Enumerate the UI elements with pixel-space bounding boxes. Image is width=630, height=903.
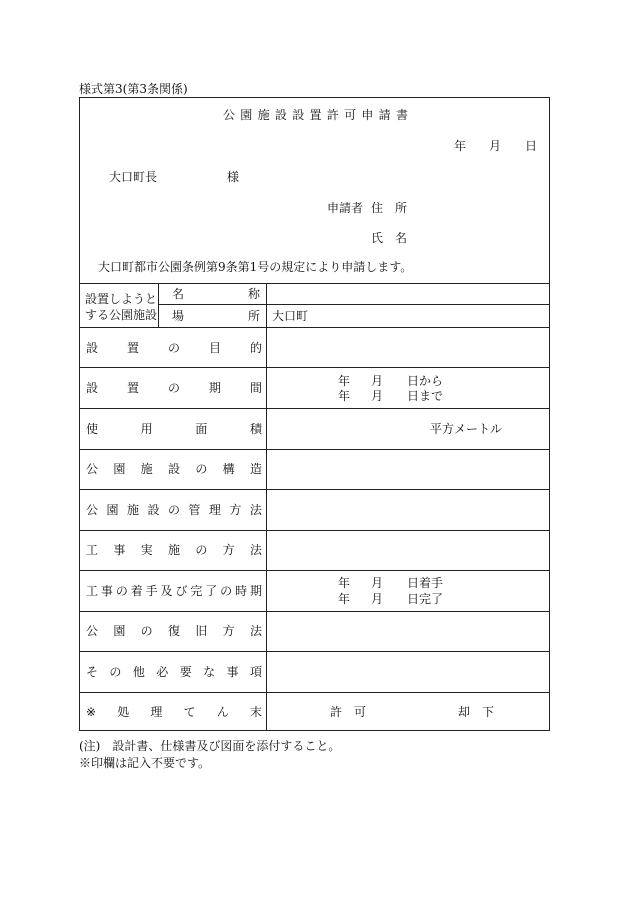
label-char: 方: [222, 624, 235, 638]
label-char: 設: [86, 381, 99, 395]
label-char: び: [175, 584, 188, 598]
label-char: 公: [223, 108, 236, 122]
label-char: の: [167, 381, 180, 395]
label-char: 手: [145, 584, 158, 598]
label-char: 法: [249, 503, 262, 517]
label-char: 園: [106, 503, 119, 517]
label-char: 置: [126, 341, 139, 355]
label-char: の: [220, 584, 233, 598]
label-char: 園: [240, 108, 253, 122]
label-char: 理: [150, 705, 163, 719]
label-char: 称: [247, 287, 260, 301]
period-from-month: 月: [371, 374, 384, 388]
label-char: 完: [190, 584, 203, 598]
row-label-purpose: [86, 341, 262, 355]
label-char: の: [115, 584, 128, 598]
label-char: 時: [235, 584, 248, 598]
label-char: 的: [249, 341, 262, 355]
form-title: [223, 108, 408, 122]
label-char: 造: [249, 462, 262, 476]
row-label-timing: [86, 584, 262, 598]
row-label-management: [86, 503, 262, 517]
note-attachments: (注) 設計書、仕様書及び図面を添付すること。: [79, 739, 341, 753]
label-char: 用: [140, 422, 153, 436]
label-char: て: [183, 705, 196, 719]
label-char: 理: [208, 503, 221, 517]
start-month: 月: [371, 576, 384, 590]
label-char: 期: [208, 381, 221, 395]
facility-label-line1: 設置しようと: [85, 292, 158, 306]
form-caption: 様式第3(第3条関係): [79, 82, 188, 96]
label-char: の: [195, 462, 208, 476]
applicant-name: 氏 名: [371, 231, 408, 245]
application-form: [79, 97, 550, 731]
label-char: 項: [249, 665, 262, 679]
label-char: 設: [86, 341, 99, 355]
label-char: 設: [147, 503, 160, 517]
area-unit: 平方メートル: [430, 422, 503, 436]
label-char: 公: [86, 503, 99, 517]
label-char: 要: [179, 665, 192, 679]
label-char: 工: [86, 543, 99, 557]
period-from-suffix: 日から: [407, 374, 444, 388]
label-char: 設: [292, 108, 305, 122]
label-char: 着: [130, 584, 143, 598]
label-char: 公: [86, 624, 99, 638]
label-char: 申: [361, 108, 374, 122]
place-value: 大口町: [272, 309, 309, 323]
label-char: 面: [195, 422, 208, 436]
label-char: ん: [216, 705, 229, 719]
addressee-honorific: 様: [227, 170, 240, 184]
label-char: な: [203, 665, 216, 679]
label-char: 間: [249, 381, 262, 395]
application-statement: 大口町都市公園条例第9条第1号の規定により申請します。: [98, 260, 413, 274]
label-char: ※: [86, 705, 97, 719]
label-char: 他: [132, 665, 145, 679]
row-label-processing: [86, 705, 262, 719]
label-char: 可: [344, 108, 357, 122]
label-char: 法: [249, 543, 262, 557]
date-year: 年: [454, 139, 467, 153]
label-char: 施: [140, 462, 153, 476]
end-suffix: 日完了: [407, 592, 444, 606]
label-char: 公: [86, 462, 99, 476]
start-year: 年: [338, 576, 351, 590]
note-stamp: ※印欄は記入不要です。: [79, 756, 211, 770]
label-char: 法: [249, 624, 262, 638]
period-from-year: 年: [338, 374, 351, 388]
row-label-structure: [86, 462, 262, 476]
row-label-period: [86, 381, 262, 395]
date-day: 日: [525, 139, 538, 153]
label-char: 方: [222, 543, 235, 557]
label-char: 処: [117, 705, 130, 719]
label-char: 構: [222, 462, 235, 476]
label-char: 使: [86, 422, 99, 436]
label-char: 復: [167, 624, 180, 638]
label-char: の: [140, 624, 153, 638]
applicant-label: 申請者: [327, 201, 364, 215]
label-char: 施: [257, 108, 270, 122]
label-char: の: [167, 503, 180, 517]
label-char: 所: [247, 309, 260, 323]
label-char: 設: [167, 462, 180, 476]
label-char: 名: [172, 287, 185, 301]
label-char: の: [167, 341, 180, 355]
label-char: 事: [226, 665, 239, 679]
end-year: 年: [338, 592, 351, 606]
label-char: 請: [378, 108, 391, 122]
label-char: そ: [86, 665, 99, 679]
label-char: 目: [208, 341, 221, 355]
label-char: 事: [100, 584, 113, 598]
label-char: 了: [205, 584, 218, 598]
place-label: [172, 309, 260, 323]
label-char: 置: [309, 108, 322, 122]
row-label-method: [86, 543, 262, 557]
label-char: 施: [126, 503, 139, 517]
start-suffix: 日着手: [407, 576, 444, 590]
period-to-suffix: 日まで: [407, 389, 444, 403]
label-char: 管: [188, 503, 201, 517]
label-char: 園: [113, 462, 126, 476]
end-month: 月: [371, 592, 384, 606]
label-char: の: [195, 543, 208, 557]
permit-label: 許 可: [330, 705, 367, 719]
applicant-address: 住 所: [371, 201, 408, 215]
addressee-name: 大口町長: [109, 170, 158, 184]
label-char: の: [109, 665, 122, 679]
label-char: 旧: [195, 624, 208, 638]
facility-label-line2: する公園施設: [85, 308, 158, 322]
label-char: 置: [126, 381, 139, 395]
label-char: 積: [249, 422, 262, 436]
row-label-other: [86, 665, 262, 679]
label-char: 事: [113, 543, 126, 557]
period-to-year: 年: [338, 389, 351, 403]
label-char: 園: [113, 624, 126, 638]
label-char: 末: [249, 705, 262, 719]
label-char: 施: [167, 543, 180, 557]
label-char: 及: [160, 584, 173, 598]
reject-label: 却 下: [458, 705, 495, 719]
label-char: 設: [274, 108, 287, 122]
label-char: 場: [172, 309, 185, 323]
period-to-month: 月: [371, 389, 384, 403]
label-char: 書: [395, 108, 408, 122]
label-char: 必: [156, 665, 169, 679]
label-char: 方: [229, 503, 242, 517]
date-month: 月: [489, 139, 502, 153]
label-char: 実: [140, 543, 153, 557]
name-label: [172, 287, 260, 301]
label-char: 期: [249, 584, 262, 598]
label-char: 許: [326, 108, 339, 122]
label-char: 工: [86, 584, 99, 598]
row-label-restoration: [86, 624, 262, 638]
row-label-area: [86, 422, 262, 436]
